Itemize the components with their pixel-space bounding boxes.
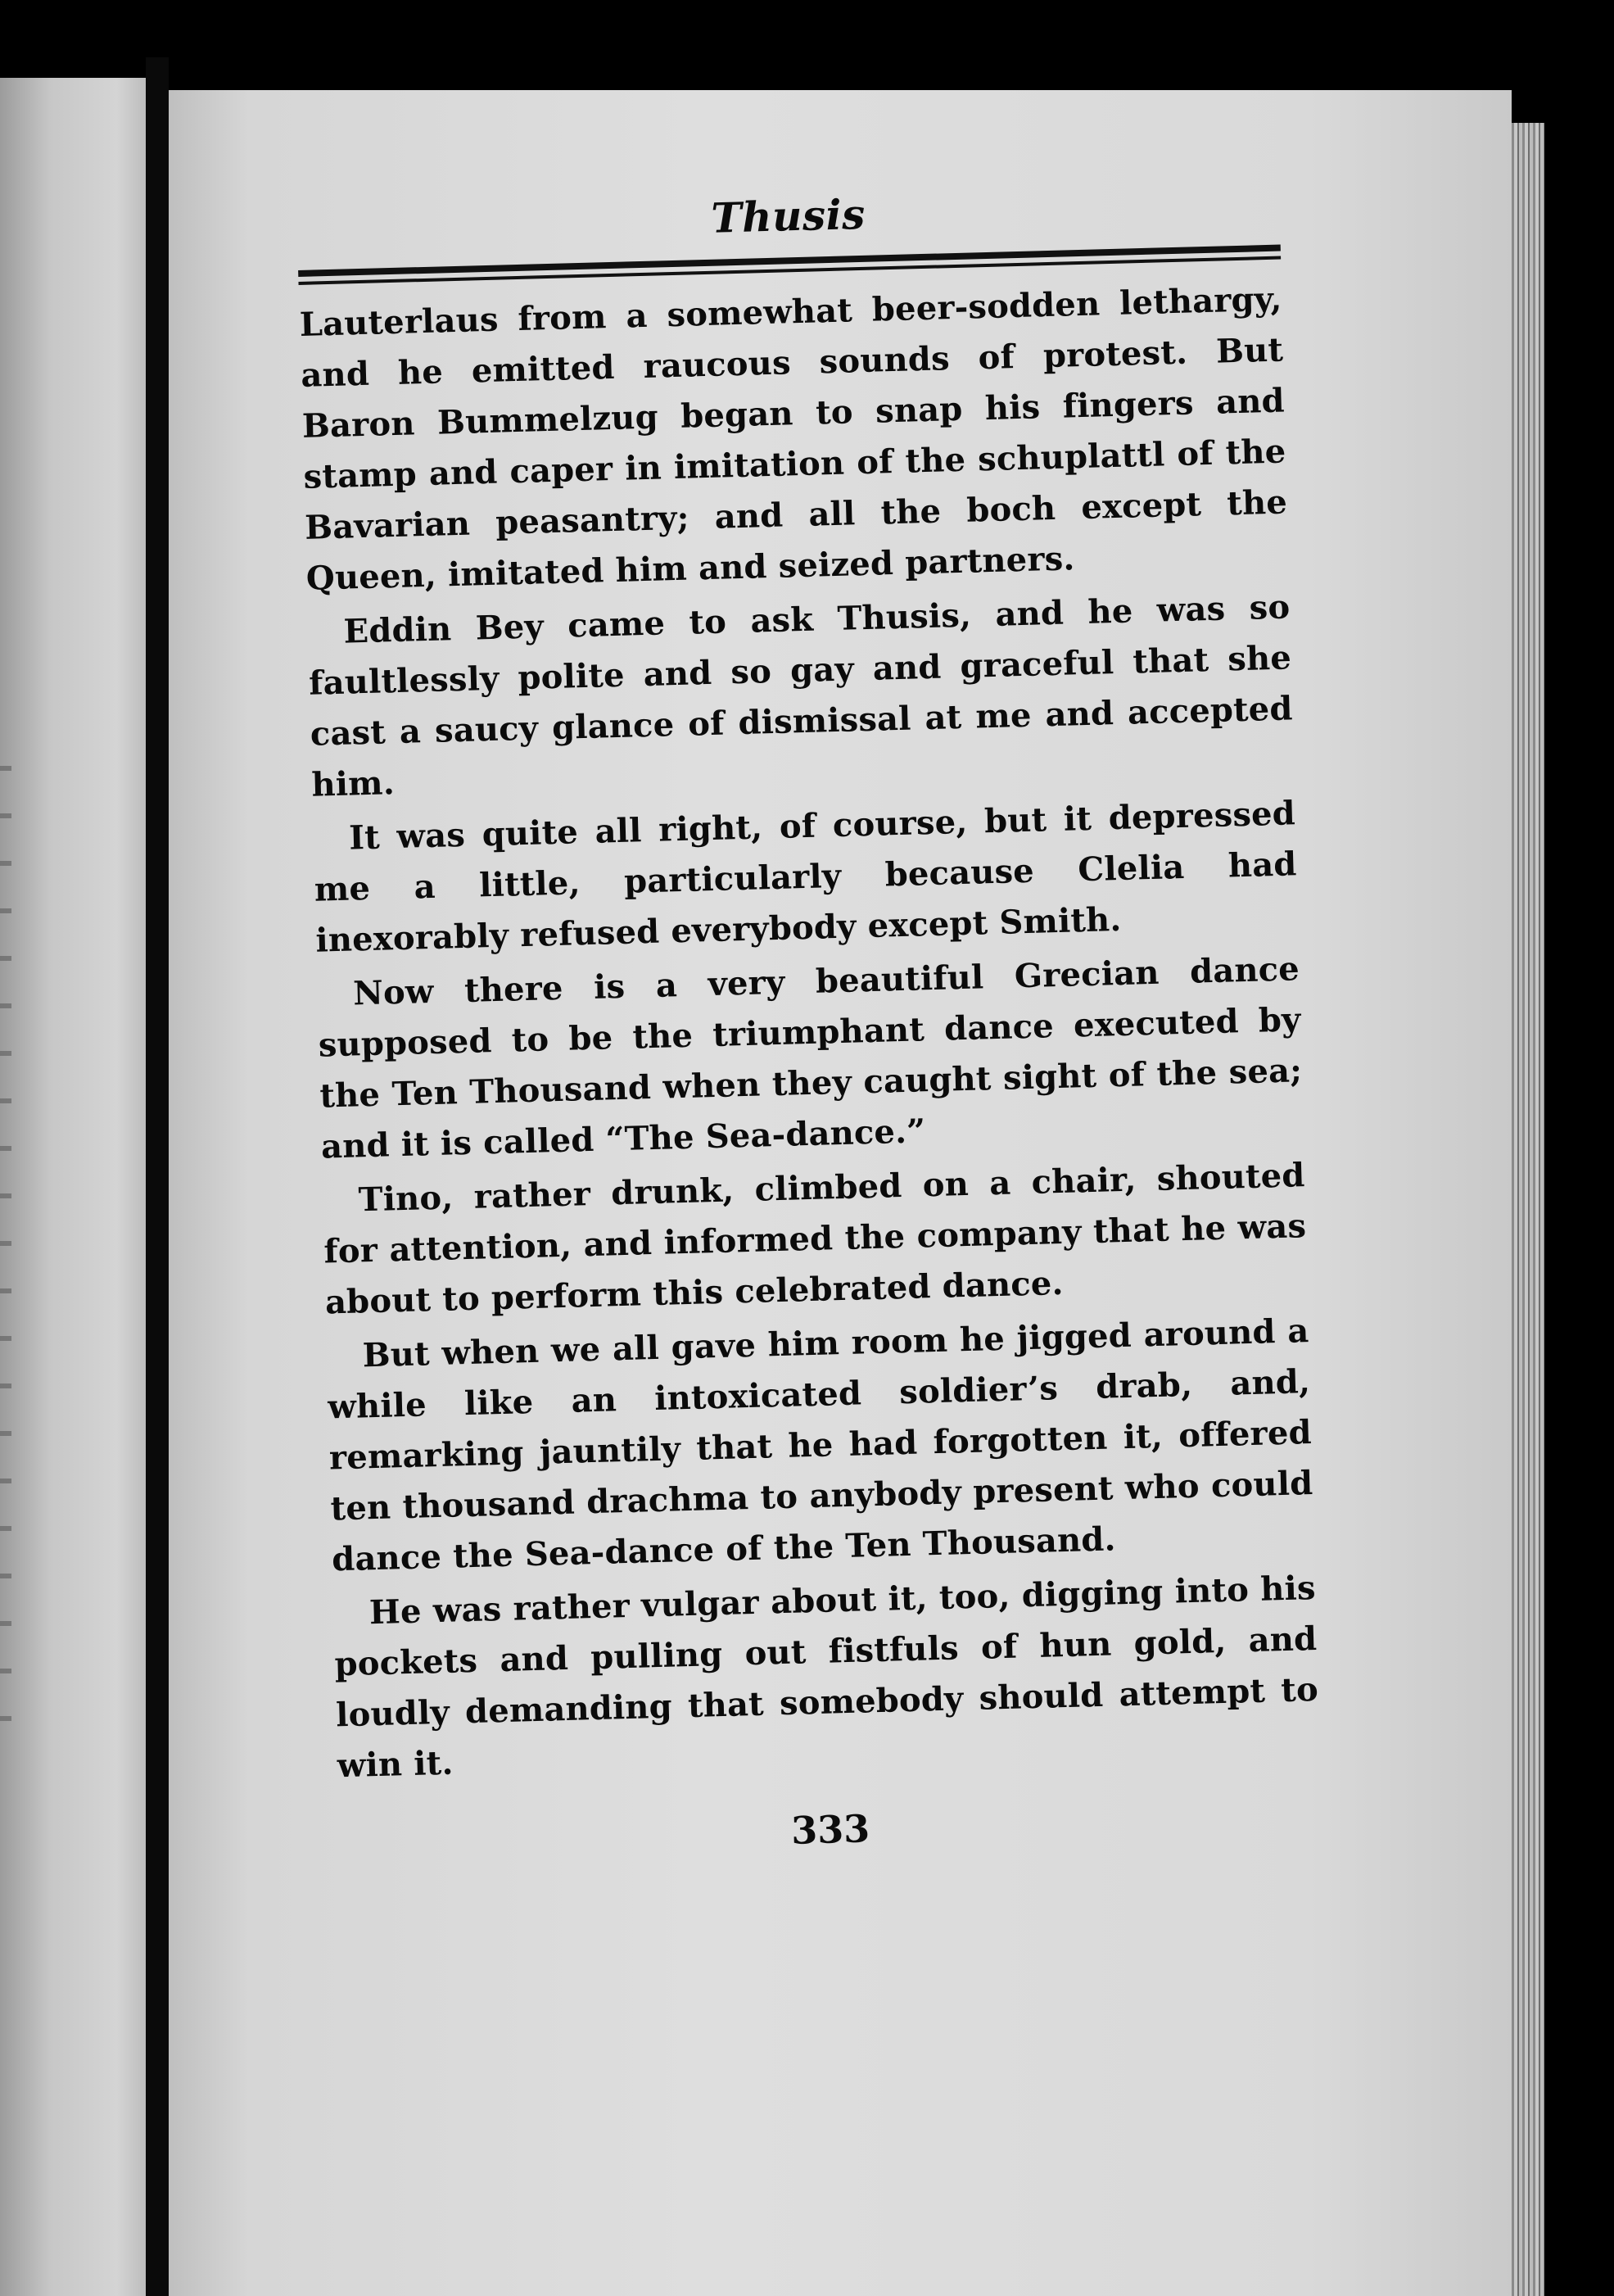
page-number: 333	[790, 1806, 870, 1853]
facing-page-edge	[0, 78, 146, 2296]
page-content	[296, 179, 1322, 1866]
body-text	[299, 274, 1320, 1792]
paragraph: It was quite all right, of course, but it depressed me a little, particularly because Clelia had inexorably refused everybody except Smith.	[314, 794, 1298, 960]
scan-background	[1544, 123, 1614, 2296]
running-head: Thusis	[710, 189, 866, 242]
paragraph: Tino, rather drunk, climbed on a chair, shouted for attention, and informed the company that he was about to perform this celebrated dance.	[323, 1156, 1307, 1322]
facing-page-marks	[0, 766, 11, 1749]
paragraph: But when we all gave him room he jigged around a while like an intoxicated soldier’s drab, and, remarking jauntily that he had forgotten it, offered ten thousand drachma to anybody present who could dance the Sea-dance of the Ten Thousand.	[327, 1311, 1313, 1579]
paragraph: Now there is a very beautiful Grecian dance supposed to be the triumphant dance executed by the Ten Thousand when they caught sight of the sea; and it is called “The Sea-dance.”	[318, 949, 1303, 1166]
paragraph: He was rather vulgar about it, too, digging into his pockets and pulling out fistfuls of hun gold, and loudly demanding that somebody should attempt to win it.	[334, 1569, 1319, 1786]
paragraph: Lauterlaus from a somewhat beer-sodden lethargy, and he emitted raucous sounds of protest. But Baron Bummelzug began to snap his fingers and stamp and caper in imitation of the schuplattl of the Bavarian peasantry; and all the boch except the Queen, imitated him and seized partners.	[299, 279, 1288, 598]
page-stack-edges	[1512, 123, 1544, 2296]
paragraph: Eddin Bey came to ask Thusis, and he was so faultlessly polite and so gay and graceful that she cast a saucy glance of dismissal at me and accepted him.	[308, 587, 1294, 804]
book-gutter	[146, 57, 169, 2296]
